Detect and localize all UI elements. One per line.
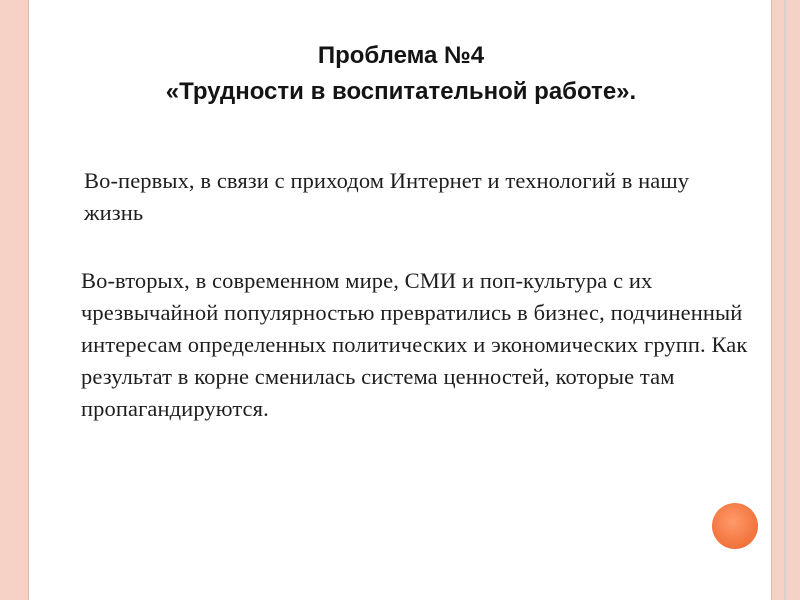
title-line-2: «Трудности в воспитательной работе». bbox=[165, 78, 637, 105]
slide-title bbox=[29, 38, 773, 110]
right-border-line bbox=[784, 0, 786, 600]
orange-circle-decoration bbox=[712, 503, 758, 549]
paragraph-second: Во-вторых, в современном мире, СМИ и поп-культура с их чрезвычайной популярностью превратились в бизнес, подчиненный интересам определенных политических и экономических групп. Как результат в корне сменилась система ценностей, которые там пропагандируются. bbox=[81, 268, 748, 421]
title-line-1: Проблема №4 bbox=[317, 42, 485, 69]
slide bbox=[28, 0, 772, 600]
paragraph-first: Во-первых, в связи с приходом Интернет и технологий в нашу жизнь bbox=[84, 168, 690, 225]
